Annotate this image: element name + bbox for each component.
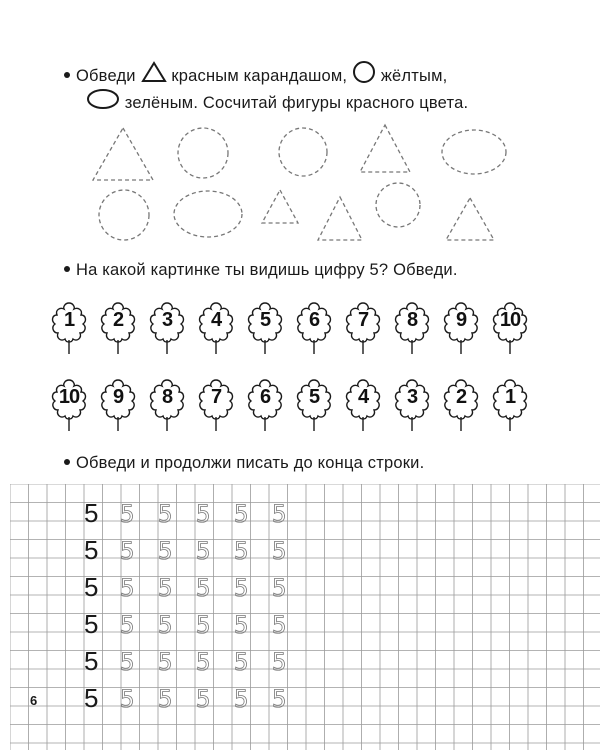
leaf-digit-2[interactable] [442,377,480,437]
bullet-icon [64,266,70,272]
leaf-number: 7 [210,386,222,408]
leaf-number: 7 [357,309,369,331]
trace-digit[interactable]: 5 [272,574,287,602]
trace-digit[interactable]: 5 [234,574,249,602]
dashed-circle[interactable] [376,183,420,227]
task1-part3: жёлтым, [380,66,448,85]
leaf-number: 6 [259,386,271,408]
trace-digit[interactable]: 5 [272,611,287,639]
trace-digit[interactable]: 5 [158,574,173,602]
leaf-digit-5[interactable] [246,300,284,360]
sample-digit: 5 [84,646,99,676]
task2-instruction [64,260,458,280]
trace-digit[interactable]: 5 [158,611,173,639]
leaf-number: 3 [161,309,173,331]
dashed-circle[interactable] [99,190,149,240]
trace-digit[interactable]: 5 [234,500,249,528]
leaf-number: 1 [63,309,75,331]
dashed-shapes [0,0,600,260]
copybook-grid[interactable] [10,484,600,750]
leaf-number: 4 [357,386,369,408]
leaf-number: 9 [112,386,124,408]
trace-digit[interactable]: 5 [196,611,211,639]
trace-digit[interactable]: 5 [196,500,211,528]
task1-part1: Обведи [76,66,136,85]
trace-digit[interactable]: 5 [120,611,135,639]
dashed-circle[interactable] [279,128,327,176]
leaf-number: 5 [308,386,320,408]
trace-digit[interactable]: 5 [120,685,135,713]
trace-digit[interactable]: 5 [234,685,249,713]
trace-digit[interactable]: 5 [196,574,211,602]
sample-digit: 5 [84,572,99,602]
leaf-digit-9[interactable] [442,300,480,360]
trace-digit[interactable]: 5 [158,500,173,528]
sample-digit: 5 [84,683,99,713]
trace-digit[interactable]: 5 [196,648,211,676]
leaf-row-2 [50,377,560,439]
trace-digit[interactable]: 5 [120,500,135,528]
trace-digit[interactable]: 5 [272,500,287,528]
leaf-digit-1[interactable] [491,377,529,437]
trace-digit[interactable]: 5 [272,648,287,676]
dashed-circle[interactable] [178,128,228,178]
leaf-digit-6[interactable] [246,377,284,437]
dashed-oval[interactable] [174,191,242,237]
trace-digit[interactable]: 5 [196,537,211,565]
leaf-digit-7[interactable] [344,300,382,360]
leaf-number: 2 [112,309,124,331]
dashed-triangle[interactable] [446,198,494,240]
dashed-triangle[interactable] [318,197,362,240]
dashed-oval[interactable] [442,130,506,174]
leaf-number: 10 [499,309,521,331]
task3-text: Обведи и продолжи писать до конца строки. [76,454,425,472]
trace-digit[interactable]: 5 [272,685,287,713]
leaf-digit-6[interactable] [295,300,333,360]
trace-digit[interactable]: 5 [234,537,249,565]
dashed-triangle[interactable] [360,125,410,172]
dashed-triangle[interactable] [262,190,298,223]
leaf-number: 10 [58,386,80,408]
leaf-number: 4 [210,309,222,331]
leaf-number: 9 [455,309,467,331]
leaf-number: 1 [504,386,516,408]
leaf-digit-9[interactable] [99,377,137,437]
task1-part4: зелёным. Сосчитай фигуры красного цвета. [124,93,469,112]
leaf-number: 8 [406,309,418,331]
leaf-row-1 [50,300,560,362]
page-number: 6 [30,693,38,708]
trace-digit[interactable]: 5 [120,648,135,676]
leaf-number: 3 [406,386,418,408]
leaf-number: 2 [455,386,467,408]
leaf-digit-7[interactable] [197,377,235,437]
dashed-triangle[interactable] [93,128,153,180]
task1-part2: красным карандашом, [171,66,348,85]
leaf-digit-10[interactable] [491,300,529,360]
trace-digit[interactable]: 5 [120,574,135,602]
trace-digit[interactable]: 5 [120,537,135,565]
trace-digit[interactable]: 5 [158,685,173,713]
sample-digit: 5 [84,498,99,528]
sample-digit: 5 [84,609,99,639]
sample-digit: 5 [84,535,99,565]
leaf-digit-5[interactable] [295,377,333,437]
leaf-digit-1[interactable] [50,300,88,360]
trace-digit[interactable]: 5 [158,537,173,565]
trace-digit[interactable]: 5 [272,537,287,565]
bullet-icon [64,459,70,465]
task2-text: На какой картинке ты видишь цифру 5? Обведи. [76,261,458,279]
trace-digit[interactable]: 5 [234,611,249,639]
leaf-number: 8 [161,386,173,408]
trace-digit[interactable]: 5 [234,648,249,676]
trace-digit[interactable]: 5 [158,648,173,676]
leaf-digit-8[interactable] [393,300,431,360]
leaf-digit-4[interactable] [197,300,235,360]
leaf-number: 5 [259,309,271,331]
leaf-digit-10[interactable] [50,377,88,437]
task3-instruction [64,453,424,473]
leaf-digit-8[interactable] [148,377,186,437]
leaf-number: 6 [308,309,320,331]
trace-digit[interactable]: 5 [196,685,211,713]
leaf-digit-2[interactable] [99,300,137,360]
leaf-digit-4[interactable] [344,377,382,437]
leaf-digit-3[interactable] [148,300,186,360]
leaf-digit-3[interactable] [393,377,431,437]
